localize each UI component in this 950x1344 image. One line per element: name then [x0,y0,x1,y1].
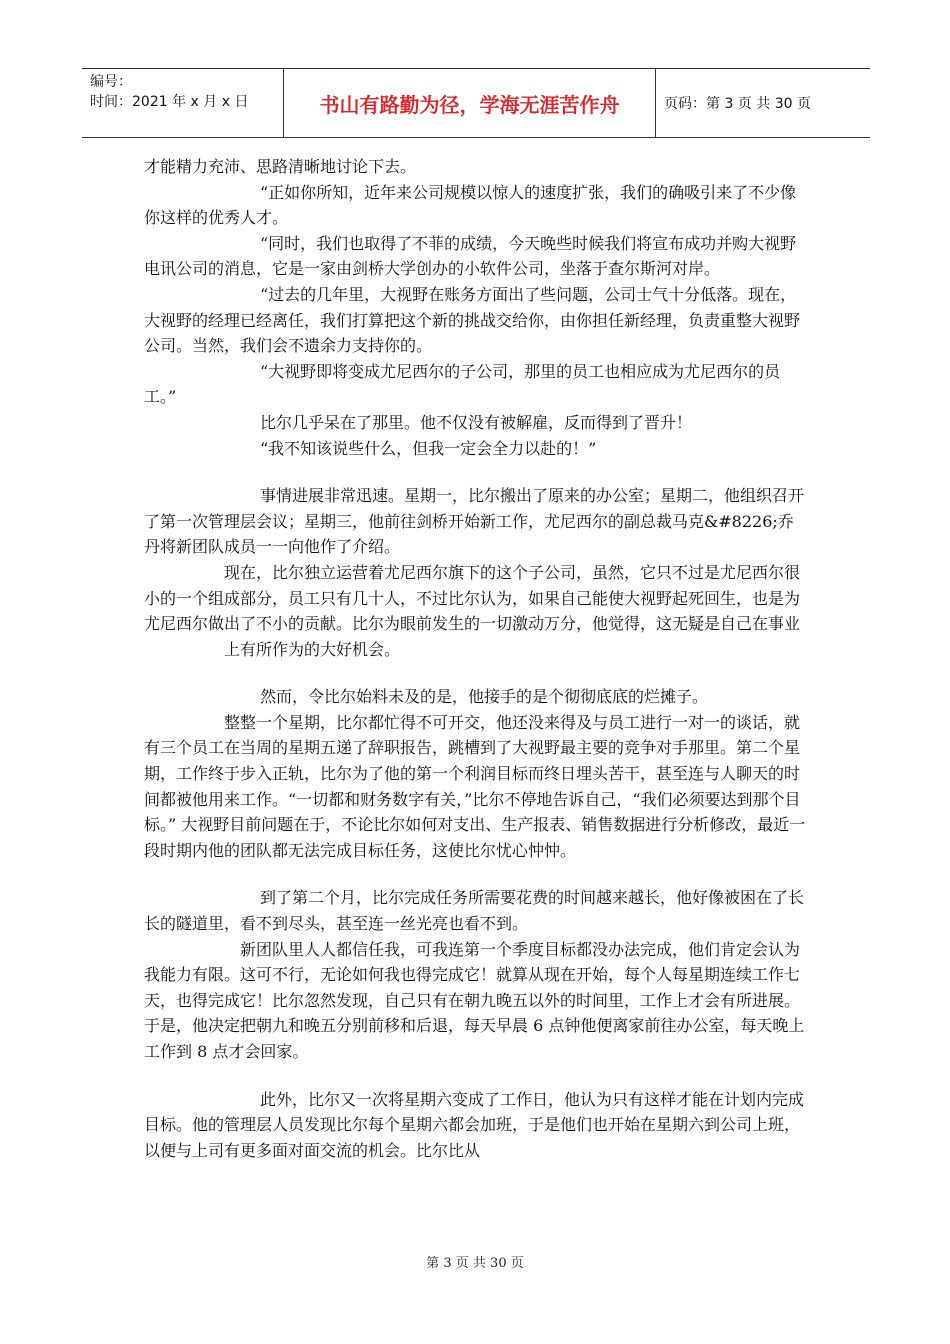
paragraph: 才能精力充沛、思路清晰地讨论下去。 [144,157,417,176]
paragraph-spacer [144,662,808,684]
number-label: 编号： [90,74,132,90]
paragraph-spacer [144,1065,808,1087]
paragraph: “我不知该说些什么，但我一定会全力以赴的！” [260,438,597,458]
document-header [82,68,870,138]
time-label: 时间：2021 年 x 月 x 日 [90,94,249,110]
paragraph: “大视野即将变成尤尼西尔的子公司，那里的员工也相应成为尤尼西尔的员工。” [144,361,781,407]
paragraph: 比尔几乎呆在了那里。他不仅没有被解雇，反而得到了晋升！ [260,412,693,432]
paragraph: 到了第二个月，比尔完成任务所需要花费的时间越来越长，他好像被困在了长长的隧道里，看不到尽头，甚至连一丝光亮也看不到。 [144,888,805,934]
paragraph: 新团队里人人都信任我，可我连第一个季度目标都没办法完成，他们肯定会认为我能力有限。这可不行，无论如何我也得完成它！就算从现在开始，每个人每星期连续工作七天，也得完成它！比尔忽然发现，自己只有在朝九晚五以外的时间里，工作上才会有所进展。于是，他决定把朝九和晚五分别前移和后退，每天早晨 6 点钟他便离家前往办公室，每天晚上工作到 8 点才会回家。 [144,939,805,1061]
paragraph: “过去的几年里，大视野在账务方面出了些问题，公司士气十分低落。现在，大视野的经理已经离任，我们打算把这个新的挑战交给你，由你担任新经理，负责重整大视野公司。当然，我们会不遗余力支持你的。 [144,284,801,356]
header-page-label: 页码：第 3 页 共 30 页 [664,96,811,112]
paragraph: 此外，比尔又一次将星期六变成了工作日，他认为只有这样才能在计划内完成目标。他的管理层人员发现比尔每个星期六都会加班，于是他们也开始在星期六到公司上班，以便与上司有更多面对面交流的机会。比尔比从 [144,1089,805,1160]
header-meta [82,69,284,137]
paragraph: 然而，令比尔始料未及的是，他接手的是个彻彻底底的烂摊子。 [260,687,709,707]
paragraph: “同时，我们也取得了不菲的成绩，今天晚些时候我们将宣布成功并购大视野电讯公司的消息，它是一家由剑桥大学创办的小软件公司，坐落于查尔斯河对岸。 [144,233,797,279]
paragraph-spacer [144,461,808,483]
paragraph-spacer [144,863,808,885]
paragraph: 事情进展非常迅速。星期一，比尔搬出了原来的办公室；星期二，他组织召开了第一次管理层会议；星期三，他前往剑桥开始新工作，尤尼西尔的副总裁马克&#8226;乔丹将新团队成员一一向他作了介绍。 [144,486,805,557]
paragraph: 现在，比尔独立运营着尤尼西尔旗下的这个子公司，虽然，它只不过是尤尼西尔很小的一个组成部分，员工只有几十人，不过比尔认为，如果自己能使大视野起死回生，也是为尤尼西尔做出了不小的贡献。比尔为眼前发生的一切激动万分，他觉得，这无疑是自己在事业 [144,562,801,634]
header-motto: 书山有路勤为径，学海无涯苦作舟 [284,69,656,137]
paragraph: 整整一个星期，比尔都忙得不可开交，他还没来得及与员工进行一对一的谈话，就有三个员工在当周的星期五递了辞职报告，跳槽到了大视野最主要的竞争对手那里。第二个星期，工作终于步入正轨，比尔为了他的第一个利润目标而终日埋头苦干，甚至连与人聊天的时间都被他用来工作。“一切都和财务数字有关，”比尔不停地告诉自己，“我们必须要达到那个目标。” 大视野目前问题在于，不论比尔如何对支出、生产报表、销售数据进行分析修改，最近一段时期内他的团队都无法完成目标任务，这使比尔忧心忡忡。 [144,712,806,860]
paragraph: “正如你所知，近年来公司规模以惊人的速度扩张，我们的确吸引来了不少像你这样的优秀人才。 [144,182,797,228]
document-body [144,154,808,1163]
page-footer: 第 3 页 共 30 页 [426,1256,524,1271]
paragraph: 上有所作为的大好机会。 [224,639,401,659]
